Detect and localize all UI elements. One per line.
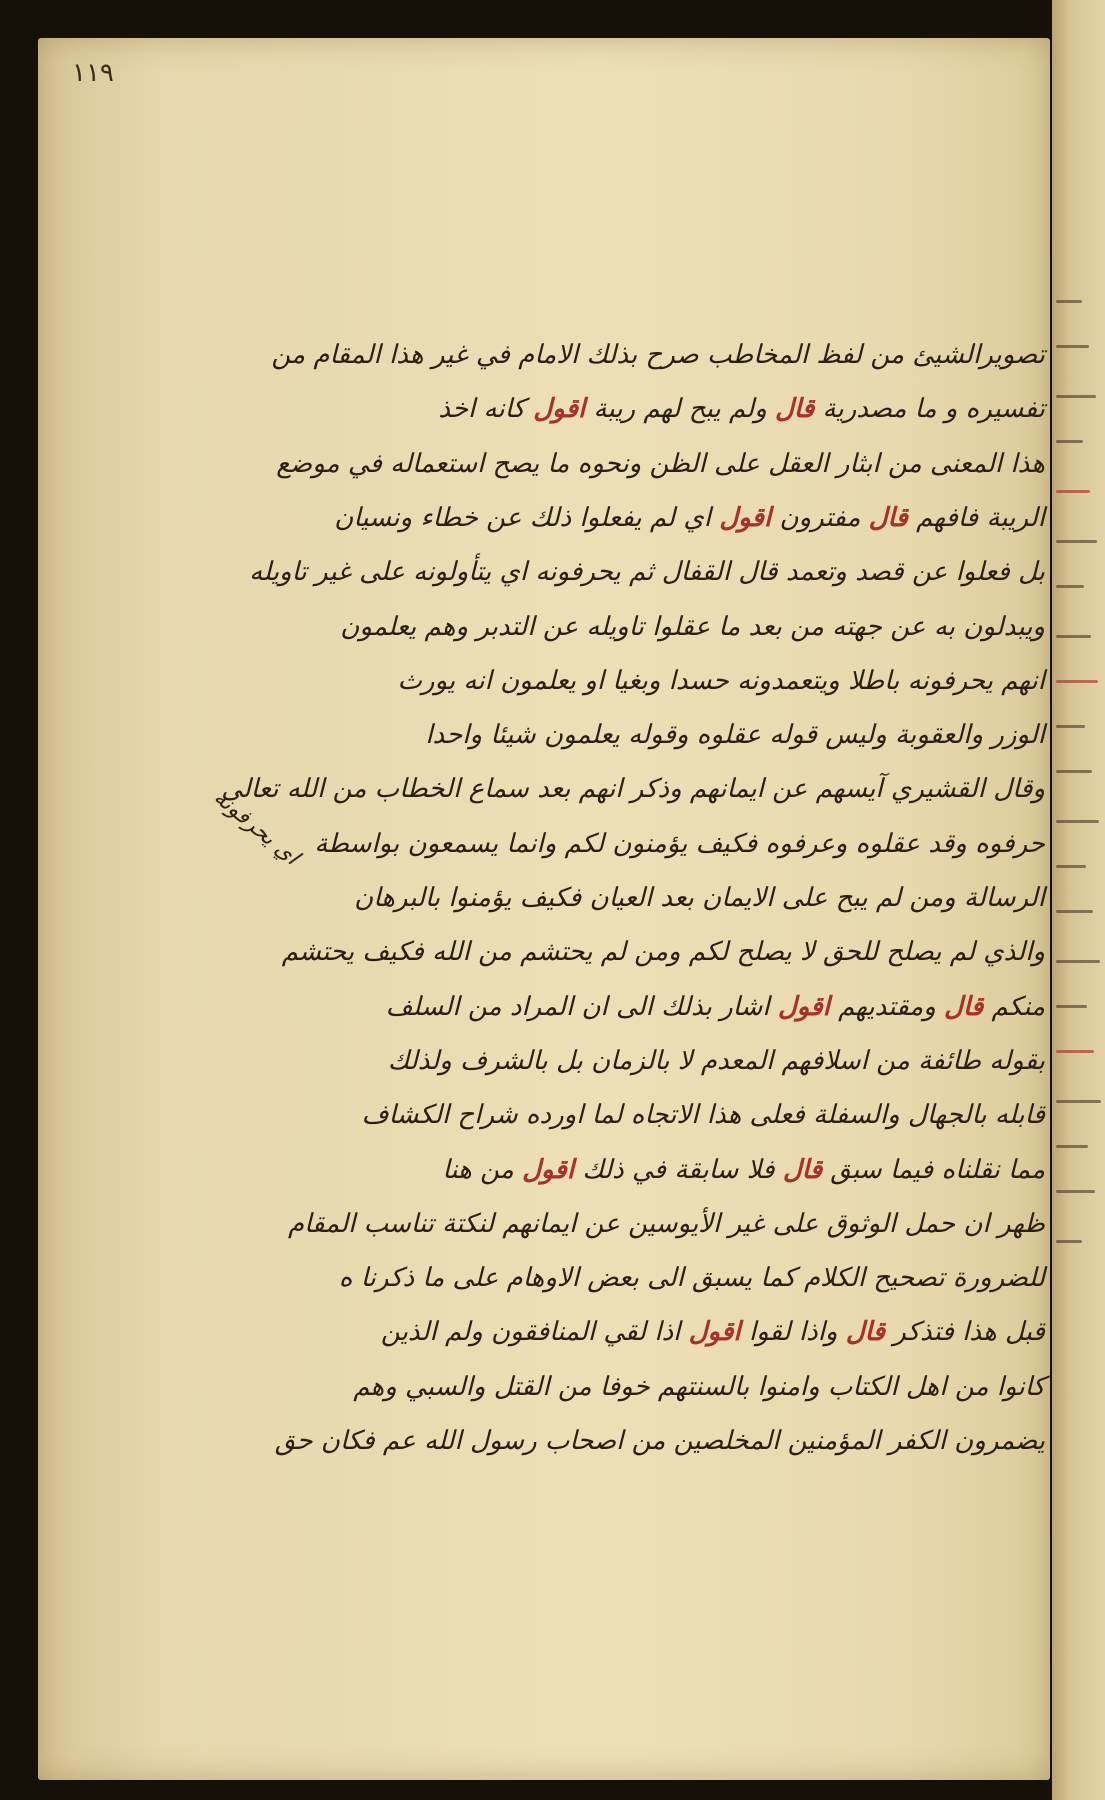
line-text: ومقتديهم <box>829 991 945 1022</box>
bleed-through-mark <box>1056 910 1093 913</box>
line-text: قابله بالجهال والسفلة فعلى هذا الاتجاه لما اورده شراح الكشاف <box>361 1100 1045 1131</box>
bleed-through-mark <box>1056 1190 1095 1193</box>
line-text: حرفوه وقد عقلوه وعرفوه فكيف يؤمنون لكم وانما يسمعون بواسطة <box>314 828 1045 859</box>
bleed-through-mark <box>1056 345 1089 348</box>
text-line <box>385 982 1045 1032</box>
text-line <box>334 493 1045 543</box>
rubric-word: قال <box>944 991 984 1022</box>
line-text: مما نقلناه فيما سبق <box>822 1154 1045 1185</box>
rubric-word: اقول <box>522 1154 575 1185</box>
text-line <box>287 1199 1045 1249</box>
line-text: واذا لقوا <box>740 1317 846 1348</box>
line-text: الوزر والعقوبة وليس قوله عقلوه وقوله يعلمون شيئا واحدا <box>425 720 1045 751</box>
rubric-word: اقول <box>688 1317 741 1348</box>
text-line <box>353 1362 1045 1412</box>
line-text: اذا لقي المنافقون ولم الذين <box>380 1317 689 1348</box>
text-line <box>361 1090 1045 1140</box>
text-line <box>249 547 1045 597</box>
facing-page-edge <box>1052 0 1105 1800</box>
rubric-word: قال <box>775 394 815 425</box>
bleed-through-mark <box>1056 1100 1101 1103</box>
bleed-through-mark <box>1056 300 1082 303</box>
text-line <box>276 439 1045 489</box>
line-text: انهم يحرفونه باطلا ويتعمدونه حسدا وبغيا او يعلمون انه يورث <box>397 665 1045 696</box>
marginal-note: اي يحرفونه <box>208 785 304 871</box>
line-text: يضمرون الكفر المؤمنين المخلصين من اصحاب رسول الله عم فكان حق <box>274 1426 1045 1456</box>
line-text: الريبة فافهم <box>907 502 1045 533</box>
bleed-through-mark <box>1056 440 1083 443</box>
line-text: اشار بذلك الى ان المراد من السلف <box>385 991 778 1022</box>
line-text: كانه اخذ <box>438 394 534 425</box>
rubric-word: اقول <box>719 502 772 533</box>
text-line <box>281 927 1045 977</box>
bleed-through-mark <box>1056 490 1090 493</box>
line-text: اي لم يفعلوا ذلك عن خطاء ونسيان <box>334 502 720 533</box>
bleed-through-mark <box>1056 865 1086 868</box>
rubric-word: اقول <box>533 394 586 425</box>
text-line <box>221 764 1045 814</box>
line-text: للضرورة تصحيح الكلام كما يسبق الى بعض الاوهام على ما ذكرنا ه <box>338 1263 1045 1294</box>
rubric-word: قال <box>782 1154 823 1185</box>
rubric-word: قال <box>845 1317 885 1348</box>
bleed-through-mark <box>1056 960 1100 963</box>
line-text: والذي لم يصلح للحق لا يصلح لكم ومن لم يحتشم من الله فكيف يحتشم <box>281 937 1045 968</box>
line-text: مفترون <box>771 502 869 533</box>
line-text: منكم <box>983 991 1045 1022</box>
bleed-through-mark <box>1056 585 1084 588</box>
bleed-through-mark <box>1056 540 1097 543</box>
text-line <box>438 384 1045 434</box>
text-line <box>354 873 1045 923</box>
text-line <box>274 1416 1045 1466</box>
line-text: قبل هذا فتذكر <box>885 1317 1045 1348</box>
bleed-through-mark <box>1056 770 1092 773</box>
line-text: وقال القشيري آيسهم عن ايمانهم وذكر انهم بعد سماع الخطاب من الله تعالى <box>221 774 1045 805</box>
line-text: ظهر ان حمل الوثوق على غير الأيوسين عن ايمانهم لنكتة تناسب المقام <box>287 1208 1045 1239</box>
line-text: تصويرالشيئ من لفظ المخاطب صرح بذلك الامام في غير هذا المقام من <box>271 340 1045 370</box>
bleed-through-mark <box>1056 680 1098 683</box>
line-text: هذا المعنى من ابثار العقل على الظن ونحوه ما يصح استعماله في موضع <box>276 448 1045 479</box>
bleed-through-mark <box>1056 725 1085 728</box>
text-line <box>314 819 1045 869</box>
bleed-through-mark <box>1056 1145 1088 1148</box>
line-text: بل فعلوا عن قصد وتعمد قال القفال ثم يحرفونه اي يتأولونه على غير تاويله <box>249 557 1045 588</box>
text-line <box>271 330 1045 380</box>
line-text: ولم يبح لهم ريبة <box>585 394 776 425</box>
line-text: فلا سابقة في ذلك <box>574 1154 783 1185</box>
line-text: بقوله طائفة من اسلافهم المعدم لا بالزمان بل بالشرف ولذلك <box>387 1045 1045 1076</box>
folio-number: ١١٩ <box>72 58 114 88</box>
bleed-through-mark <box>1056 1240 1082 1243</box>
text-line <box>397 656 1045 706</box>
line-text: الرسالة ومن لم يبح على الايمان بعد العيان فكيف يؤمنوا بالبرهان <box>354 883 1045 913</box>
text-line <box>338 1253 1045 1303</box>
line-text: تفسيره و ما مصدرية <box>814 394 1045 425</box>
text-line <box>387 1036 1045 1086</box>
bleed-through-mark <box>1056 635 1091 638</box>
rubric-word: اقول <box>777 991 830 1022</box>
bleed-through-mark <box>1056 1005 1087 1008</box>
bleed-through-mark <box>1056 395 1096 398</box>
text-line <box>380 1307 1045 1357</box>
line-text: ويبدلون به عن جهته من بعد ما عقلوا تاويله عن التدبر وهم يعلمون <box>340 611 1045 642</box>
line-text: من هنا <box>442 1154 523 1185</box>
text-line <box>340 602 1045 652</box>
bleed-through-mark <box>1056 820 1099 823</box>
text-line <box>442 1145 1045 1195</box>
rubric-word: قال <box>868 502 908 533</box>
bleed-through-mark <box>1056 1050 1094 1053</box>
text-line <box>425 710 1045 760</box>
line-text: كانوا من اهل الكتاب وامنوا بالسنتهم خوفا من القتل والسبي وهم <box>353 1371 1045 1402</box>
